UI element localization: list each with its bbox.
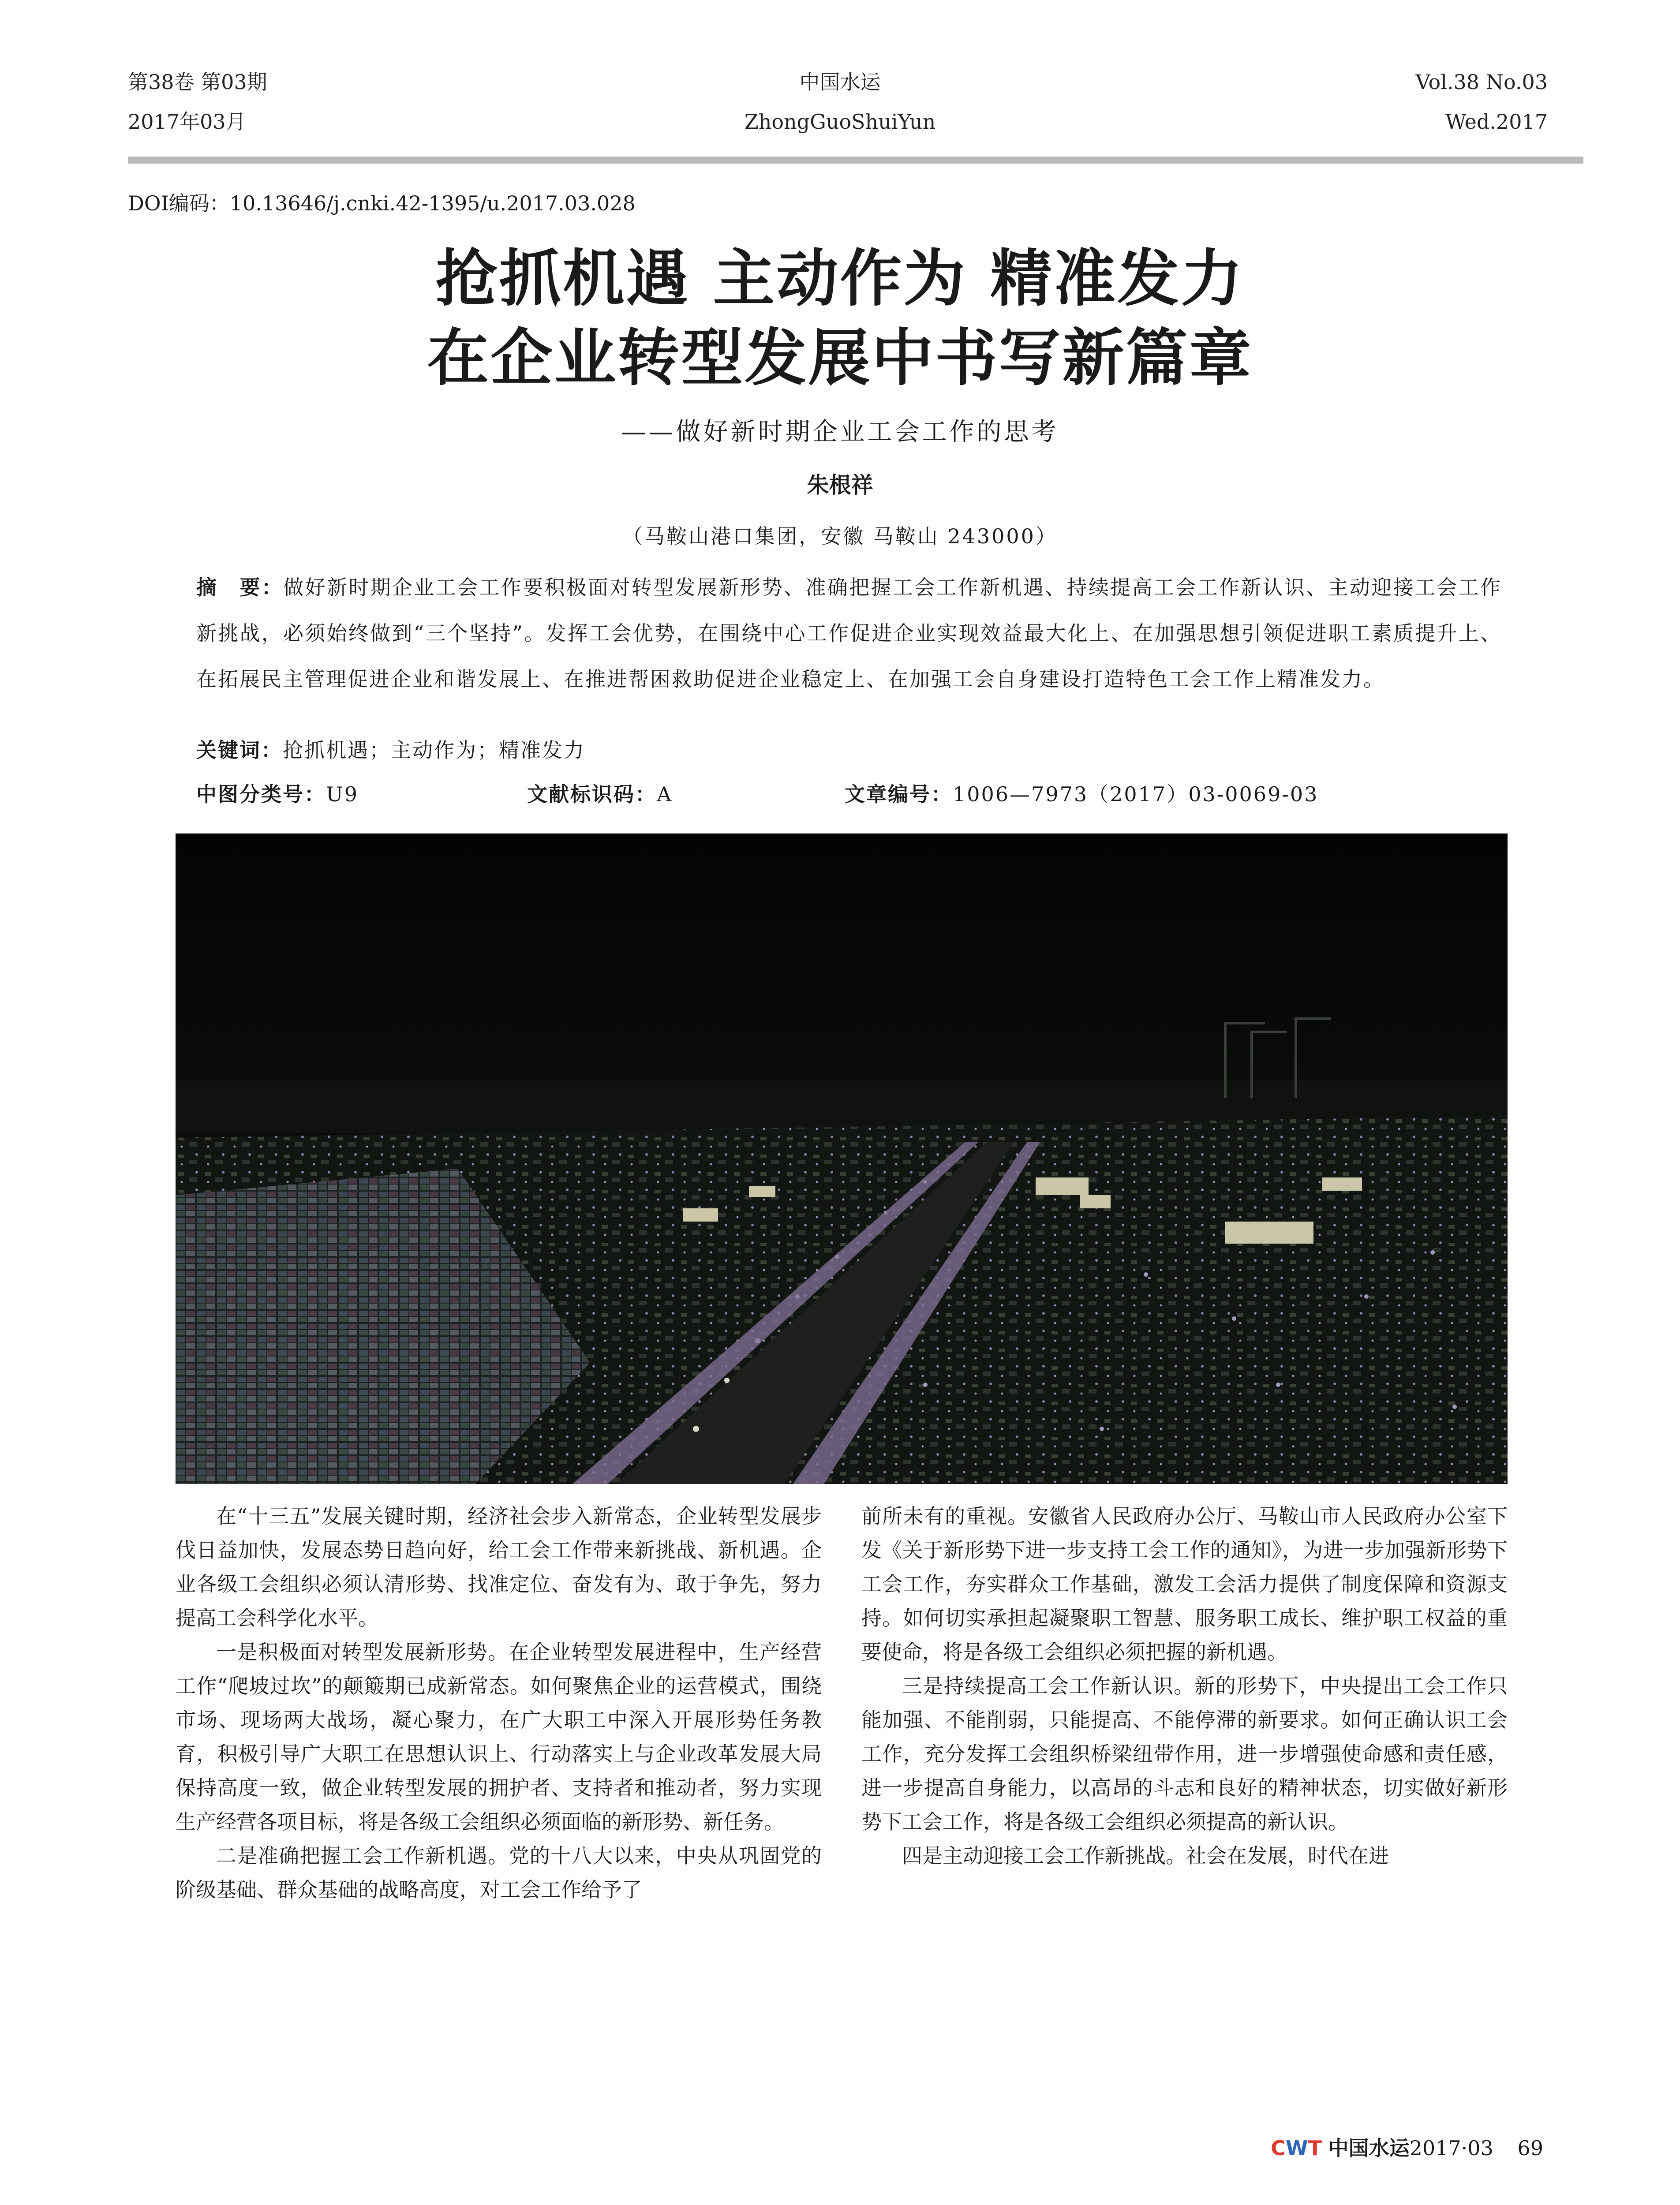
document-code [527, 778, 673, 807]
author: 朱根祥 [807, 472, 873, 498]
night-city-port-photo [176, 833, 1508, 1484]
keywords [196, 734, 585, 763]
logo-letter-t: T [1308, 2136, 1322, 2160]
abstract [196, 564, 1502, 702]
header-journal-name: 中国水运 [799, 70, 881, 94]
article-number-value: 1006—7973（2017）03-0069-03 [953, 782, 1319, 806]
clc-number [196, 778, 359, 807]
abstract-label: 摘 要： [196, 576, 284, 599]
doc-code-label: 文献标识码： [527, 782, 657, 806]
logo-letter-c: C [1271, 2136, 1286, 2160]
body-paragraph: 前所未有的重视。安徽省人民政府办公厅、马鞍山市人民政府办公室下发《关于新形势下进一步支持工会工作的通知》，为进一步加强新形势下工会工作，夯实群众工作基础，激发工会活力提供了制度保障和资源支持。如何切实承担起凝聚职工智慧、服务职工成长、维护职工权益的重要使命，将是各级工会组织必须把握的新机遇。 [861, 1504, 1508, 1664]
header-vol-no: Vol.38 No.03 [1415, 70, 1548, 94]
doi: DOI编码：10.13646/j.cnki.42-1395/u.2017.03.028 [128, 191, 636, 215]
keywords-label: 关键词： [196, 738, 283, 762]
body-right-column [861, 1499, 1508, 1873]
body-paragraph: 三是持续提高工会工作新认识。新的形势下，中央提出工会工作只能加强、不能削弱，只能提高、不能停滞的新要求。如何正确认识工会工作，充分发挥工会组织桥梁纽带作用，进一步增强使命感和责任感，进一步提高自身能力，以高昂的斗志和良好的精神状态，切实做好新形势下工会工作，将是各级工会组织必须提高的新认识。 [861, 1674, 1508, 1834]
body-paragraph: 一是积极面对转型发展新形势。在企业转型发展进程中，生产经营工作“爬坡过坎”的颠簸期已成新常态。如何聚焦企业的运营模式，围绕市场、现场两大战场，凝心聚力，在广大职工中深入开展形势任务教育，积极引导广大职工在思想认识上、行动落实上与企业改革发展大局保持高度一致，做企业转型发展的拥护者、支持者和推动者，努力实现生产经营各项目标，将是各级工会组织必须面临的新形势、新任务。 [176, 1640, 822, 1834]
affiliation: （马鞍山港口集团，安徽 马鞍山 243000） [622, 524, 1058, 548]
clc-label: 中图分类号： [196, 782, 326, 806]
keywords-text: 抢抓机遇；主动作为；精准发力 [283, 738, 585, 762]
doc-code-value: A [657, 782, 673, 806]
logo-letter-w: W [1285, 2136, 1308, 2160]
header-journal-pinyin: ZhongGuoShuiYun [744, 110, 936, 134]
body-paragraph: 四是主动迎接工会工作新挑战。社会在发展，时代在进 [902, 1844, 1389, 1868]
header-volume-issue: 第38卷 第03期 [128, 70, 267, 94]
abstract-text: 做好新时期企业工会工作要积极面对转型发展新形势、准确把握工会工作新机遇、持续提高工会工作新认识、主动迎接工会工作新挑战，必须始终做到“三个坚持”。发挥工会优势，在围绕中心工作促进企业实现效益最大化上、在加强思想引领促进职工素质提升上、在拓展民主管理促进企业和谐发展上、在推进帮困救助促进企业稳定上、在加强工会自身建设打造特色工会工作上精准发力。 [196, 576, 1502, 691]
footer [1271, 2132, 1543, 2161]
page-number: 69 [1517, 2136, 1543, 2160]
header-rule [128, 157, 1583, 164]
footer-journal: 中国水运 [1328, 2136, 1410, 2160]
subtitle: ——做好新时期企业工会工作的思考 [621, 418, 1059, 446]
header-weekday-year: Wed.2017 [1445, 110, 1548, 134]
header-date: 2017年03月 [128, 110, 246, 134]
body-left-column [176, 1499, 822, 1907]
clc-value: U9 [326, 782, 359, 806]
title-line-1: 抢抓机遇 主动作为 精准发力 [435, 243, 1245, 315]
article-number [845, 778, 1318, 807]
body-paragraph: 二是准确把握工会工作新机遇。党的十八大以来，中央从巩固党的阶级基础、群众基础的战略高度，对工会工作给予了 [176, 1844, 822, 1902]
title-line-2: 在企业转型发展中书写新篇章 [427, 322, 1253, 394]
body-paragraph: 在“十三五”发展关键时期，经济社会步入新常态，企业转型发展步伐日益加快，发展态势日趋向好，给工会工作带来新挑战、新机遇。企业各级工会组织必须认清形势、找准定位、奋发有为、敢于争先，努力提高工会科学化水平。 [176, 1504, 822, 1630]
footer-issue: 2017·03 [1409, 2136, 1493, 2160]
article-number-label: 文章编号： [845, 782, 953, 806]
